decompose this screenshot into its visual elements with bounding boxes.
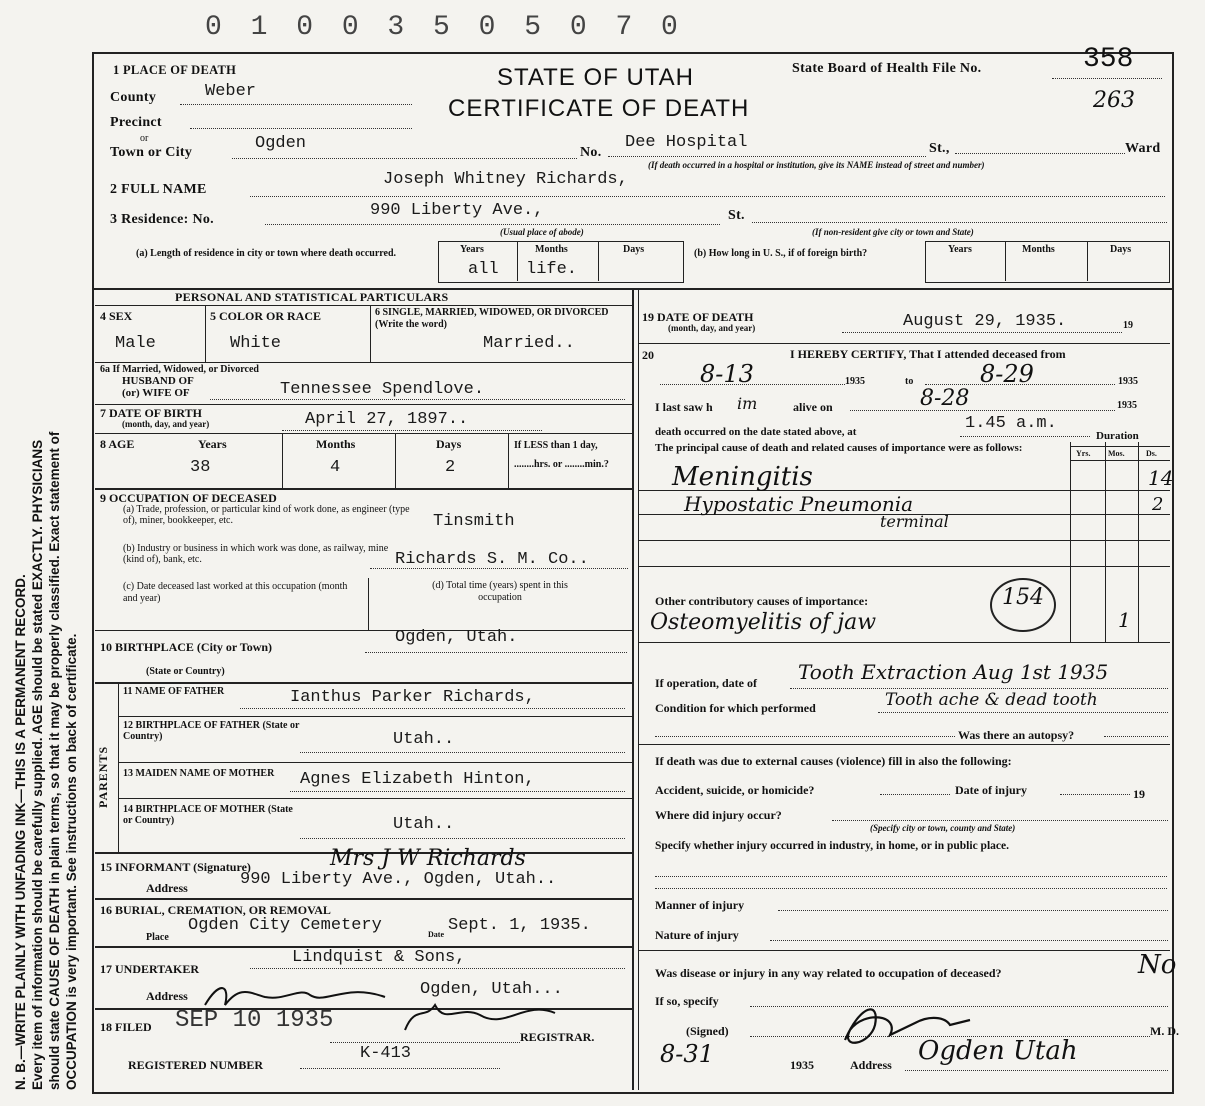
age-years-value: 38: [190, 458, 211, 477]
undertaker-name: Lindquist & Sons,: [292, 948, 466, 967]
autopsy-label: Was there an autopsy?: [958, 728, 1075, 742]
last-saw-date: 8-28: [920, 386, 970, 411]
circled-note-value: 154: [1002, 585, 1044, 610]
burial-place-label: Place: [146, 932, 169, 943]
mother-birthplace-label: 14 BIRTHPLACE OF MOTHER (State or Country): [123, 804, 293, 826]
duration-header: Duration: [1096, 430, 1139, 442]
residence-value: 990 Liberty Ave.,: [370, 201, 544, 220]
operation-value: Tooth Extraction Aug 1st 1935: [798, 660, 1109, 684]
years-header: Years: [460, 244, 484, 255]
industry-value: Richards S. M. Co..: [395, 550, 589, 569]
filed-stamp: SEP 10 1935: [175, 1007, 334, 1034]
age-years-header: Years: [198, 437, 227, 451]
document-number: 0 1 0 0 3 5 0 5 0 7 0: [205, 12, 684, 43]
undertaker-address-label: Address: [146, 989, 188, 1003]
sidebar-line: OCCUPATION is very important. See instructions on back of certificate.: [64, 633, 79, 1090]
if-so-label: If so, specify: [655, 994, 719, 1008]
birthplace-value: Ogden, Utah.: [395, 628, 518, 647]
town-label: Town or City: [110, 145, 193, 160]
ds-header: Ds.: [1146, 449, 1157, 458]
burial-date-label: Date: [428, 930, 444, 939]
sidebar-instructions: [12, 30, 80, 1090]
condition-label: Condition for which performed: [655, 701, 816, 715]
reg-number-label: REGISTERED NUMBER: [128, 1058, 264, 1072]
marital-label: 6 SINGLE, MARRIED, WIDOWED, OR DIVORCED (Write the word): [375, 307, 609, 330]
year-prefix-a: 1935: [845, 376, 865, 387]
usual-abode-note: (Usual place of abode): [500, 227, 584, 237]
informant-signature: Mrs J W Richards: [330, 846, 526, 871]
hospital-note: (If death occurred in a hospital or institution, give its NAME instead of street and number): [648, 160, 985, 170]
town-value: Ogden: [255, 134, 307, 153]
file-number-label: State Board of Health File No.: [792, 61, 982, 76]
dob-label: 7 DATE OF BIRTH: [100, 406, 202, 420]
age-label: 8 AGE: [100, 437, 135, 451]
undertaker-label: 17 UNDERTAKER: [100, 962, 200, 976]
last-saw-label: I last saw h: [655, 400, 713, 414]
personal-header: PERSONAL AND STATISTICAL PARTICULARS: [175, 290, 449, 304]
burial-place: Ogden City Cemetery: [188, 916, 382, 935]
age-months-header: Months: [316, 437, 356, 451]
condition-value: Tooth ache & dead tooth: [885, 690, 1098, 710]
operation-label: If operation, date of: [655, 676, 757, 690]
or-label: or: [140, 133, 149, 144]
sex-value: Male: [115, 334, 156, 353]
length-residence-label: (a) Length of residence in city or town where death occurred.: [136, 248, 397, 259]
certificate-title: CERTIFICATE OF DEATH: [448, 95, 750, 122]
death-date-value: August 29, 1935.: [903, 312, 1067, 331]
full-name-value: Joseph Whitney Richards,: [383, 170, 628, 189]
death-date-sub: (month, day, and year): [668, 323, 756, 333]
reg-number-value: K-413: [360, 1044, 412, 1063]
cause-2-duration: 2: [1152, 494, 1164, 515]
cause-2-sub: terminal: [880, 512, 949, 531]
precinct-label: Precinct: [110, 115, 162, 130]
occurred-label: death occurred on the date stated above, at: [655, 426, 857, 438]
to-label: to: [905, 376, 914, 387]
residence-label: 3 Residence: No.: [110, 212, 214, 227]
occupation-label: 9 OCCUPATION OF DECEASED: [100, 491, 277, 505]
hospital-value: Dee Hospital: [625, 133, 748, 152]
spouse-label-b: HUSBAND OF: [122, 375, 194, 387]
residence-years-value: all: [468, 260, 499, 279]
county-value: Weber: [205, 82, 257, 101]
marital-value: Married..: [483, 334, 575, 353]
undertaker-address: Ogden, Utah...: [420, 980, 563, 999]
death-date-suffix: 19: [1123, 320, 1133, 331]
file-number: 358: [1083, 44, 1134, 75]
specify-label: Specify whether injury occurred in industry, in home, or in public place.: [655, 840, 1009, 852]
last-saw-year: 1935: [1117, 400, 1137, 411]
less-than-label: If LESS than 1 day, ........hrs. or ........min.?: [514, 440, 609, 470]
father-value: Ianthus Parker Richards,: [290, 688, 535, 707]
contrib-cause: Osteomyelitis of jaw: [650, 610, 877, 635]
mother-label: 13 MAIDEN NAME OF MOTHER: [123, 768, 275, 779]
registrar-label: REGISTRAR.: [520, 1030, 595, 1044]
certify-label: I HEREBY CERTIFY, That I attended deceased from: [790, 347, 1066, 361]
occupation-value: Tinsmith: [433, 512, 515, 531]
age-days-value: 2: [445, 458, 456, 477]
external-label: If death was due to external causes (violence) fill in also the following:: [655, 754, 1012, 768]
nature-label: Nature of injury: [655, 928, 739, 942]
residence-street-label: St.: [728, 208, 745, 223]
where-note: (Specify city or town, county and State): [870, 823, 1016, 833]
md-label: M. D.: [1150, 1024, 1179, 1038]
color-value: White: [230, 334, 282, 353]
months-header: Months: [535, 244, 568, 255]
spouse-value: Tennessee Spendlove.: [280, 380, 485, 399]
mos-header: Mos.: [1108, 449, 1125, 458]
signed-address: Ogden Utah: [918, 1036, 1078, 1066]
informant-label: 15 INFORMANT (Signature): [100, 860, 251, 874]
age-months-value: 4: [330, 458, 341, 477]
registrar-signatures: [195, 975, 575, 1045]
signed-label: (Signed): [686, 1024, 729, 1038]
informant-address: 990 Liberty Ave., Ogden, Utah..: [240, 870, 557, 889]
occupation-d-label: (d) Total time (years) spent in this occupation: [432, 580, 568, 603]
birthplace-state-label: (State or Country): [146, 666, 225, 677]
color-label: 5 COLOR OR RACE: [210, 309, 322, 323]
place-of-death-label: 1 PLACE OF DEATH: [113, 63, 237, 77]
age-days-header: Days: [436, 437, 462, 451]
days-header: Days: [623, 244, 645, 255]
foreign-birth-label: (b) How long in U. S., if of foreign birth?: [694, 248, 868, 259]
occupation-a-label: (a) Trade, profession, or particular kind of work done, as engineer (type of), miner, bookkeeper, etc.: [123, 504, 410, 526]
signed-year: 1935: [790, 1058, 814, 1072]
occ-related-label: Was disease or injury in any way related to occupation of deceased?: [655, 966, 1002, 980]
father-birthplace-label: 12 BIRTHPLACE OF FATHER (State or Country): [123, 720, 300, 742]
attended-from: 8-13: [700, 360, 754, 388]
attended-to: 8-29: [980, 360, 1034, 388]
signed-address-label: Address: [850, 1058, 892, 1072]
death-date-label: 19 DATE OF DEATH: [642, 310, 754, 324]
file-number-handwritten: 263: [1093, 88, 1135, 113]
state-title: STATE OF UTAH: [497, 64, 694, 91]
burial-label: 16 BURIAL, CREMATION, OR REMOVAL: [100, 903, 331, 917]
sex-label: 4 SEX: [100, 309, 133, 323]
us-days-header: Days: [1110, 244, 1132, 255]
injury-date-label: Date of injury: [955, 783, 1027, 797]
signed-date: 8-31: [660, 1040, 714, 1068]
injury-year-label: 19: [1133, 787, 1145, 801]
us-years-header: Years: [948, 244, 972, 255]
manner-label: Manner of injury: [655, 898, 745, 912]
spouse-label-a: 6a If Married, Widowed, or Divorced: [100, 364, 259, 375]
number-label: No.: [580, 145, 602, 160]
where-label: Where did injury occur?: [655, 808, 782, 822]
full-name-label: 2 FULL NAME: [110, 182, 207, 197]
contrib-label: Other contributory causes of importance:: [655, 594, 869, 608]
spouse-label-c: (or) WIFE OF: [122, 387, 190, 399]
sidebar-line: should state CAUSE OF DEATH in plain terms, so that it may be properly classified. Exact statement of: [47, 431, 62, 1090]
yrs-header: Yrs.: [1076, 449, 1091, 458]
cause-1: Meningitis: [672, 462, 813, 492]
us-months-header: Months: [1022, 244, 1055, 255]
county-label: County: [110, 90, 157, 105]
accident-label: Accident, suicide, or homicide?: [655, 783, 815, 797]
mother-birthplace-value: Utah..: [393, 815, 455, 834]
birthplace-label: 10 BIRTHPLACE (City or Town): [100, 640, 273, 654]
sidebar-line: N. B.—WRITE PLAINLY WITH UNFADING INK—THIS IS A PERMANENT RECORD.: [13, 574, 28, 1090]
death-time: 1.45 a.m.: [965, 414, 1057, 433]
certify-number: 20: [642, 348, 654, 362]
occ-related-value: No: [1138, 950, 1177, 980]
mother-value: Agnes Elizabeth Hinton,: [300, 770, 535, 789]
informant-address-label: Address: [146, 881, 188, 895]
cause-label: The principal cause of death and related causes of importance were as follows:: [655, 442, 1023, 454]
filed-label: 18 FILED: [100, 1020, 152, 1034]
father-birthplace-value: Utah..: [393, 730, 455, 749]
nonresident-note: (If non-resident give city or town and State): [812, 227, 974, 237]
dob-sub-label: (month, day, and year): [122, 419, 210, 429]
occupation-b-label: (b) Industry or business in which work was done, as railway, mine (kind of), bank, etc.: [123, 543, 389, 565]
burial-date: Sept. 1, 1935.: [448, 916, 591, 935]
street-label: St.,: [929, 141, 950, 156]
ward-label: Ward: [1125, 141, 1161, 156]
parents-side-label: PARENTS: [96, 745, 110, 808]
alive-label: alive on: [793, 400, 833, 414]
dob-value: April 27, 1897..: [305, 410, 469, 429]
cause-1-duration: 14: [1148, 466, 1174, 490]
cause-2: Hypostatic Pneumonia: [684, 492, 914, 516]
year-prefix-b: 1935: [1118, 376, 1138, 387]
residence-months-value: life.: [526, 260, 578, 279]
sidebar-line: Every item of information should be carefully supplied. AGE should be stated EXACTLY. PHYSICIANS: [30, 439, 45, 1090]
father-label: 11 NAME OF FATHER: [123, 686, 225, 697]
occupation-c-label: (c) Date deceased last worked at this occupation (month and year): [123, 581, 348, 604]
contrib-duration: 1: [1118, 608, 1131, 632]
last-saw-him: im: [737, 394, 758, 413]
